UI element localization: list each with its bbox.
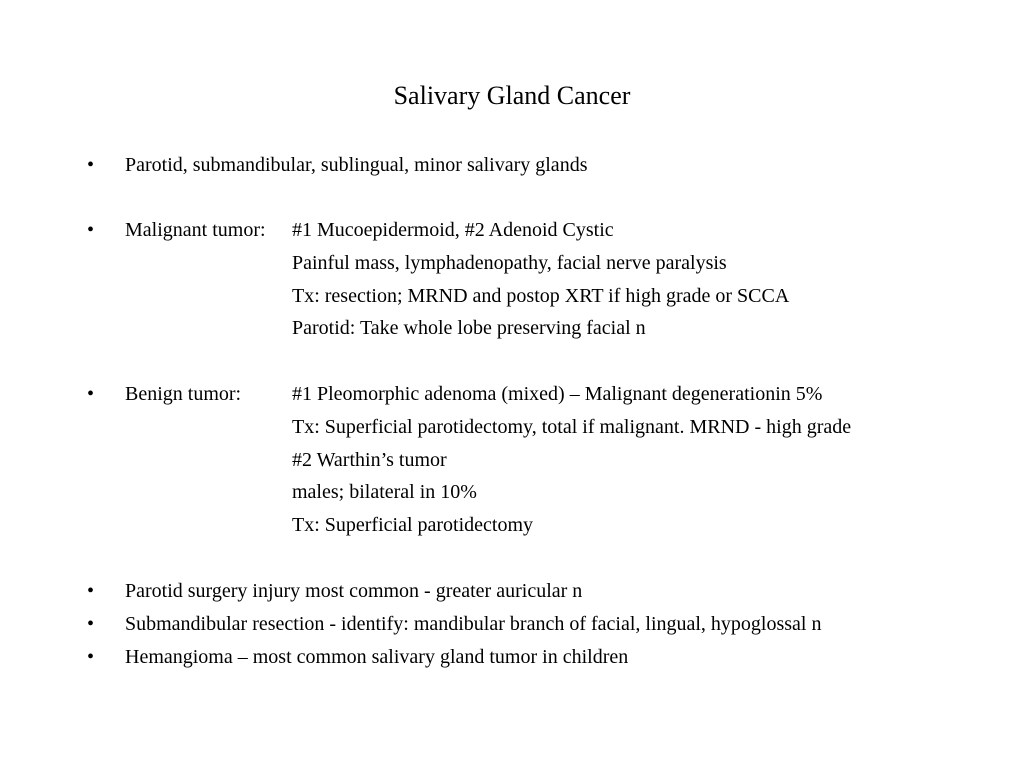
malignant-line: #1 Mucoepidermoid, #2 Adenoid Cystic [292,219,614,241]
bullet-marker: • [87,219,95,241]
bullet-marker: • [87,646,95,668]
benign-line: Tx: Superficial parotidectomy, total if malignant. MRND - high grade [292,416,852,438]
malignant-line: Tx: resection; MRND and postop XRT if high grade or SCCA [292,285,790,307]
bullet-glands-text: Parotid, submandibular, sublingual, minor salivary glands [125,154,588,176]
malignant-line: Painful mass, lymphadenopathy, facial nerve paralysis [292,252,727,274]
fact-parotid-injury: Parotid surgery injury most common - greater auricular n [125,580,583,602]
bullet-marker: • [87,383,95,405]
fact-hemangioma: Hemangioma – most common salivary gland tumor in children [125,646,629,668]
slide-title: Salivary Gland Cancer [393,81,631,110]
benign-line: Tx: Superficial parotidectomy [292,514,534,536]
fact-submandibular-resection: Submandibular resection - identify: mandibular branch of facial, lingual, hypoglossal n [125,613,822,635]
benign-tumor-label: Benign tumor: [125,383,242,405]
benign-line: #1 Pleomorphic adenoma (mixed) – Malignant degenerationin 5% [292,383,823,405]
benign-line: #2 Warthin’s tumor [292,449,447,471]
benign-line: males; bilateral in 10% [292,481,477,503]
malignant-line: Parotid: Take whole lobe preserving facial n [292,317,646,339]
bullet-marker: • [87,154,95,176]
malignant-tumor-label: Malignant tumor: [125,219,266,241]
bullet-marker: • [87,580,95,602]
bullet-marker: • [87,613,95,635]
